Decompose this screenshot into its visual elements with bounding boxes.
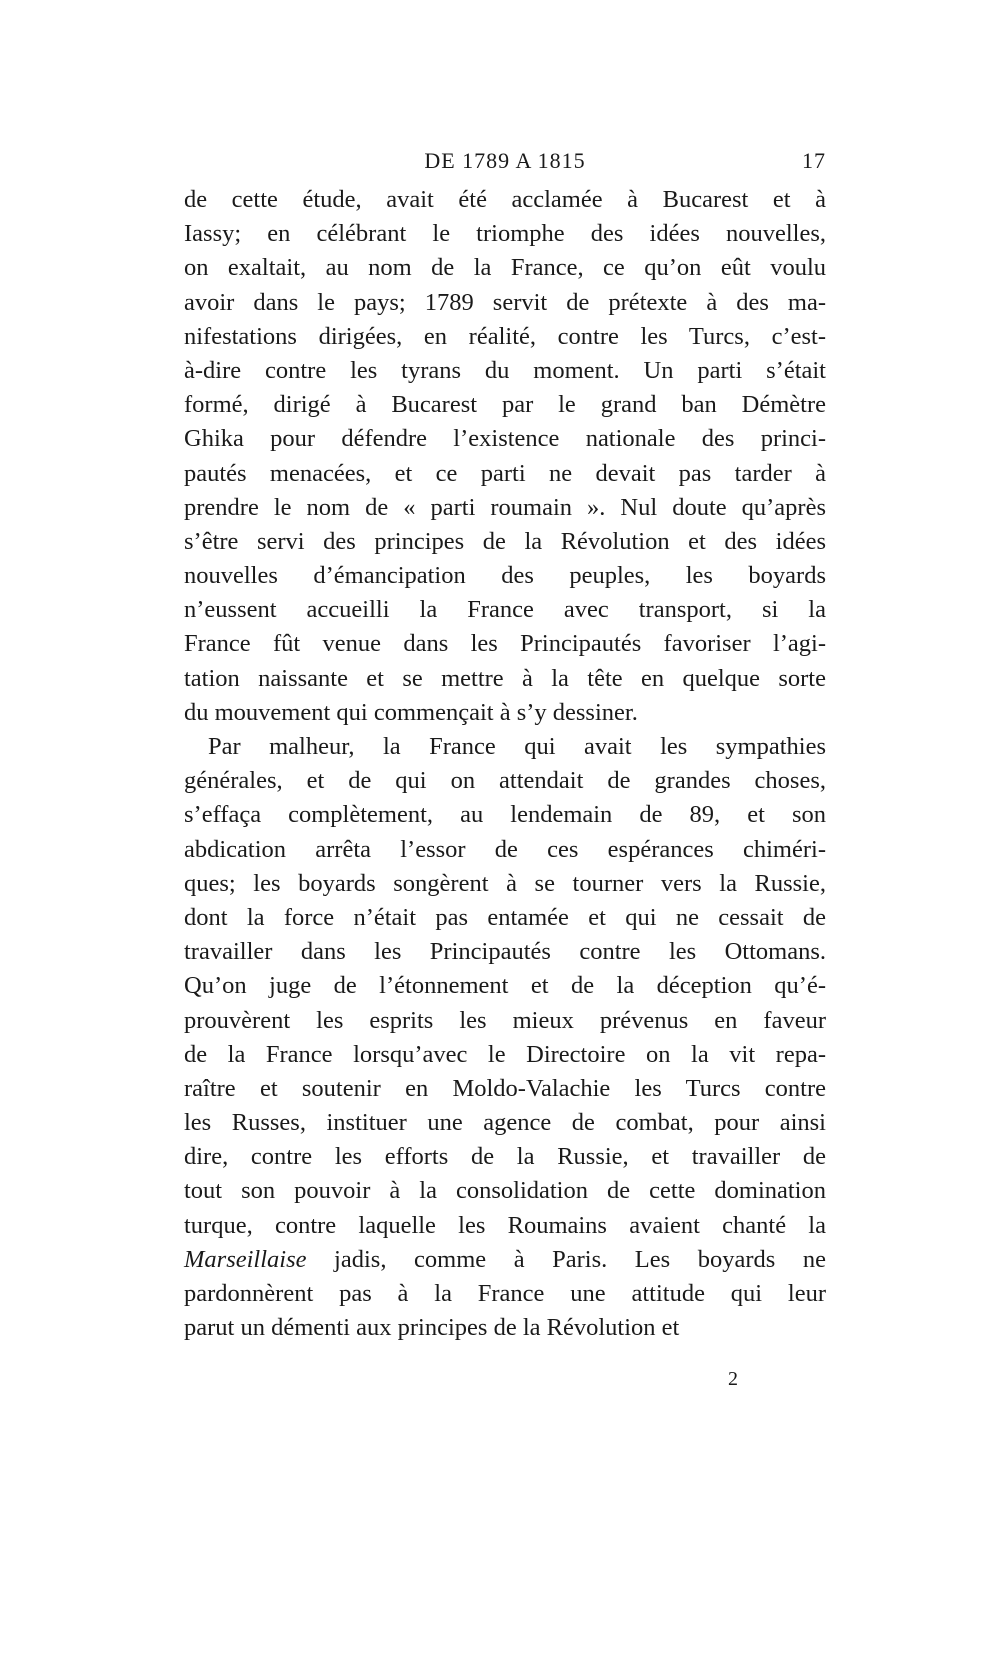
running-title: DE 1789 A 1815 [424,148,586,173]
text-line: du mouvement qui commençait à s’y dessiner. [184,698,638,726]
text-line: Par malheur, la France qui avait les sympathies [208,733,826,760]
text-line: nouvelles d’émancipation des peuples, les boyards [184,562,826,590]
text-line: parut un démenti aux principes de la Révolution et [184,1314,680,1342]
text-line [184,1243,826,1277]
text-line: s’effaça complètement, au lendemain de 89, et son [184,801,826,829]
text-line: Iassy; en célébrant le triomphe des idées nouvelles, [184,220,826,248]
running-head [184,148,826,178]
text-line: ques; les boyards songèrent à se tourner vers la Russie, [184,869,826,897]
text-line: pardonnèrent pas à la France une attitude qui leur [184,1280,826,1307]
text-line: travailler dans les Principautés contre les Ottomans. [184,938,826,966]
text-line: tout son pouvoir à la consolidation de cette domination [184,1177,826,1205]
text-line: on exaltait, au nom de la France, ce qu’on eût voulu [184,254,826,282]
text-line: abdication arrêta l’essor de ces espérances chiméri- [184,835,826,863]
text-line: nifestations dirigées, en réalité, contre les Turcs, c’est- [184,322,826,350]
text-line: prouvèrent les esprits les mieux prévenus en faveur [184,1006,826,1034]
text-line: dire, contre les efforts de la Russie, et travailler de [184,1143,826,1171]
text-line: France fût venue dans les Principautés favoriser l’agi- [184,630,826,658]
text-line: n’eussent accueilli la France avec transport, si la [184,596,826,624]
text-line: raître et soutenir en Moldo-Valachie les Turcs contre [184,1074,826,1102]
signature-mark: 2 [728,1368,738,1390]
italic-title: Marseillaise [184,1245,307,1273]
text-line: les Russes, instituer une agence de combat, pour ainsi [184,1109,826,1137]
text-line: prendre le nom de « parti roumain ». Nul doute qu’après [184,493,826,521]
text-line: tation naissante et se mettre à la tête en quelque sorte [184,664,826,692]
text-line: turque, contre laquelle les Roumains avaient chanté la [184,1211,826,1239]
page-number: 17 [802,148,826,173]
text-line: générales, et de qui on attendait de grandes choses, [184,767,826,795]
text-line: avoir dans le pays; 1789 servit de prétexte à des ma- [184,288,826,316]
text-line: formé, dirigé à Bucarest par le grand ban Démètre [184,391,826,419]
text-line: s’être servi des principes de la Révolution et des idées [184,527,826,555]
text-line: pautés menacées, et ce parti ne devait pas tarder à [184,459,826,487]
text-line: dont la force n’était pas entamée et qui ne cessait de [184,903,826,931]
text-line: de cette étude, avait été acclamée à Bucarest et à [184,186,826,213]
text-line: à-dire contre les tyrans du moment. Un parti s’était [184,356,826,384]
text-line: Qu’on juge de l’étonnement et de la déception qu’é- [184,972,826,1000]
text-line-continuation: jadis, comme à Paris. Les boyards ne [306,1245,826,1273]
text-line: de la France lorsqu’avec le Directoire on la vit repa- [184,1040,826,1068]
body-text [184,183,826,1345]
text-line: Ghika pour défendre l’existence nationale des princi- [184,425,826,453]
